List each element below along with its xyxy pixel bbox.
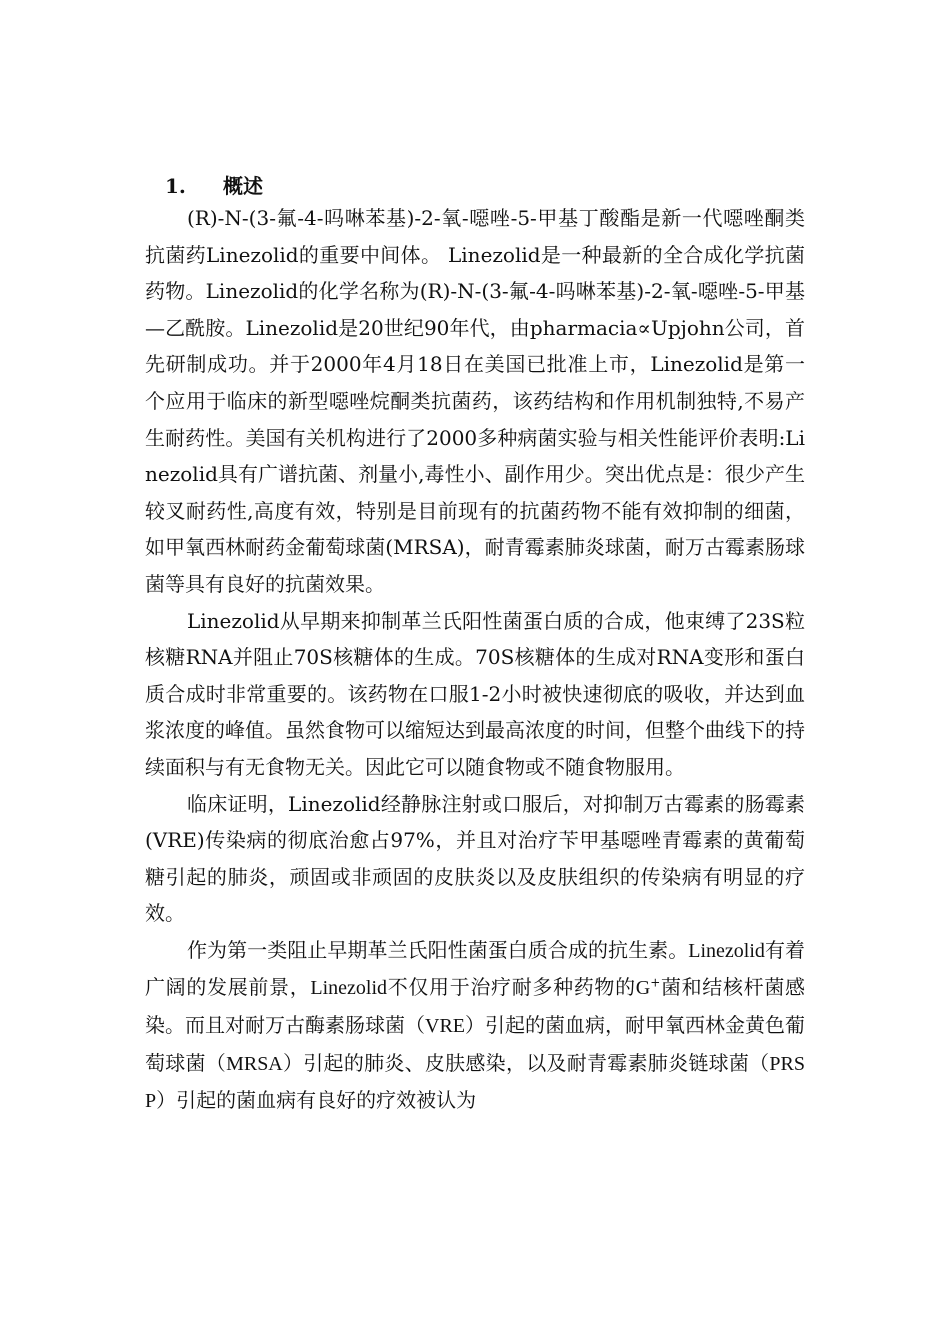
- section-title: 概述: [223, 174, 263, 198]
- prospects-text-end: 菌和结核杆菌感染。而且对耐万古酶素肠球菌（VRE）引起的菌血病，耐甲氧西林金黄色葡萄球菌（MRSA）引起的肺炎、皮肤感染，以及耐青霉素肺炎链球菌（PRSP）引起的菌血病有良好的疗效被认为: [145, 977, 805, 1113]
- paragraph-prospects: [145, 932, 805, 1120]
- paragraph-clinical: 临床证明，Linezolid经静脉注射或口服后，对抑制万古霉素的肠霉素(VRE)传染病的彻底治愈占97%，并且对治疗苄甲基噁唑青霉素的黄葡萄糖引起的肺炎，顽固或非顽固的皮肤炎以及皮肤组织的传染病有明显的疗效。: [145, 791, 805, 926]
- section-heading: [145, 172, 805, 200]
- document-body: [145, 172, 805, 1120]
- paragraph-overview: (R)-N-(3-氟-4-吗啉苯基)-2-氧-噁唑-5-甲基丁酸酯是新一代噁唑酮类抗菌药Linezolid的重要中间体。 Linezolid是一种最新的全合成化学抗菌药物。Linezolid的化学名称为(R)-N-(3-氟-4-吗啉苯基)-2-氧-噁唑-5-甲基—乙酰胺。Linezolid是20世纪90年代，由pharmacia∝Upjohn公司，首先研制成功。并于2000年4月18日在美国已批准上市，Linezolid是第一个应用于临床的新型噁唑烷酮类抗菌药，该药结构和作用机制独特,不易产生耐药性。美国有关机构进行了2000多种病菌实验与相关性能评价表明:Linezolid具有广谱抗菌、剂量小,毒性小、副作用少。突出优点是：很少产生较叉耐药性,高度有效，特别是目前现有的抗菌药物不能有效抑制的细菌，如甲氧西林耐药金葡萄球菌(MRSA)，耐青霉素肺炎球菌，耐万古霉素肠球菌等具有良好的抗菌效果。: [145, 206, 805, 596]
- prospects-text-start: 作为第一类阻止早期革兰氏阳性菌蛋白质合成的抗生素。Linezolid有着广阔的发展前景，Linezolid不仅用于治疗耐多种药物的G: [145, 939, 805, 1000]
- paragraph-mechanism: Linezolid从早期来抑制革兰氏阳性菌蛋白质的合成，他束缚了23S粒核糖RNA并阻止70S核糖体的生成。70S核糖体的生成对RNA变形和蛋白质合成时非常重要的。该药物在口服1-2小时被快速彻底的吸收，并达到血浆浓度的峰值。虽然食物可以缩短达到最高浓度的时间，但整个曲线下的持续面积与有无食物无关。因此它可以随食物或不随食物服用。: [145, 608, 805, 779]
- superscript-plus: +: [650, 975, 661, 990]
- section-number: 1.: [165, 174, 186, 198]
